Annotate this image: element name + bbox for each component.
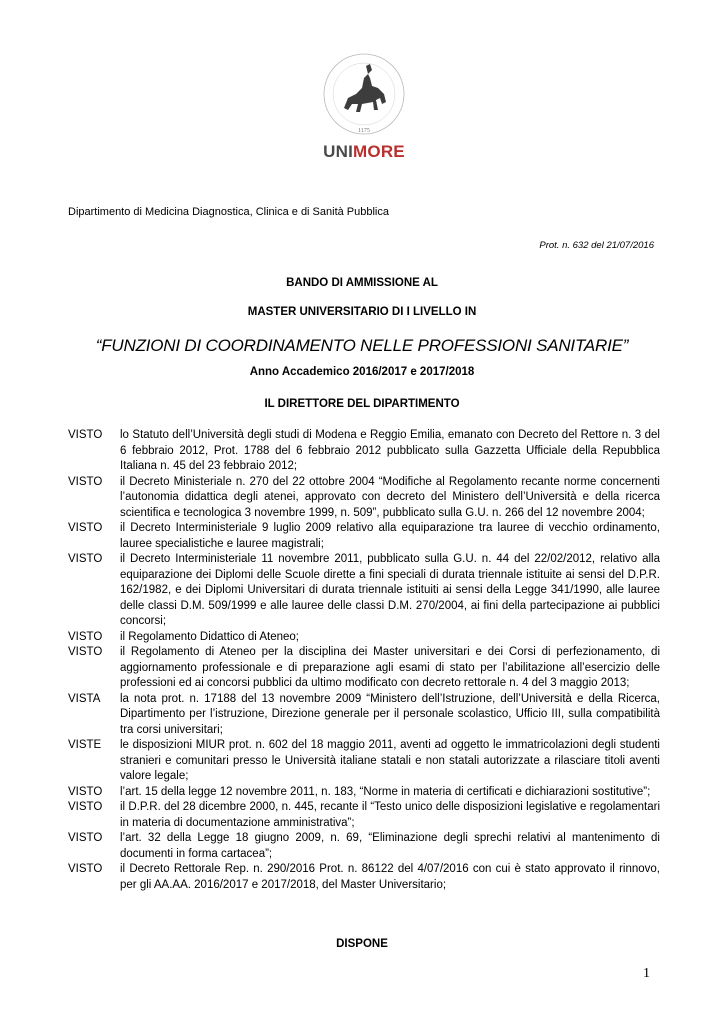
item-text: il Decreto Interministeriale 9 luglio 2009 relativo alla equiparazione tra lauree di vecchio ordinamento, lauree specialistiche e lauree magistrali; bbox=[120, 522, 660, 550]
list-item bbox=[68, 862, 660, 893]
list-item bbox=[68, 645, 660, 692]
heading-bando: BANDO DI AMMISSIONE AL bbox=[286, 277, 438, 289]
page-number: 1 bbox=[643, 966, 650, 981]
list-item bbox=[68, 800, 660, 831]
heading-master: MASTER UNIVERSITARIO DI I LIVELLO IN bbox=[247, 306, 477, 318]
item-text: il Decreto Ministeriale n. 270 del 22 ottobre 2004 “Modifiche al Regolamento recante norme concernenti l’autonomia didattica degli atenei, approvato con decreto del Ministero dell’Università e della ricerca scientifica e tecnologica 3 novembre 1999, n. 509”, pubblicato sulla G.U. n. 266 del 12 novembre 2004; bbox=[120, 475, 660, 519]
list-item bbox=[68, 552, 660, 630]
item-text: il Regolamento Didattico di Ateneo; bbox=[120, 630, 299, 643]
item-text: lo Statuto dell’Università degli studi di Modena e Reggio Emilia, emanato con Decreto del Rettore n. 3 del 6 febbraio 2012, Prot. 1788 del 6 febbraio 2012 pubblicato sulla Gazzetta Ufficiale della Repubblica Italiana n. 45 del 23 febbraio 2012; bbox=[120, 429, 660, 472]
svg-text:1175: 1175 bbox=[358, 128, 370, 134]
item-keyword: VISTO bbox=[68, 429, 103, 441]
master-title: “FUNZIONI DI COORDINAMENTO NELLE PROFESSIONI SANITARIE” bbox=[95, 336, 629, 355]
brand-more: MORE bbox=[353, 142, 405, 161]
list-item bbox=[68, 831, 660, 862]
item-text: il Decreto Interministeriale 11 novembre 2011, pubblicato sulla G.U. n. 44 del 22/02/2012, relativo alla equiparazione dei Diplomi delle Scuole dirette a fini speciali di durata triennale istituite ai sensi del D.P.R. 162/1982, e dei Diplomi Universitari di durata triennale istituiti ai sensi della Legge 341/1990, alle lauree delle classi D.M. 509/1999 e alle lauree delle classi D.M. 270/2004, ai fini della partecipazione ai pubblici concorsi; bbox=[120, 553, 660, 627]
list-item bbox=[68, 785, 660, 801]
list-item bbox=[68, 428, 660, 475]
item-text: il Regolamento di Ateneo per la disciplina dei Master universitari e dei Corsi di perfezionamento, di aggiornamento professionale e di preparazione agli esami di stato per l’abilitazione all’esercizio delle professioni ed ai concorsi pubblici da ultimo modificato con decreto rettorale n. 4 del 3 maggio 2013; bbox=[120, 646, 660, 689]
item-keyword: VISTO bbox=[68, 553, 103, 565]
item-keyword: VISTO bbox=[68, 801, 103, 813]
protocol-number: Prot. n. 632 del 21/07/2016 bbox=[539, 240, 654, 251]
item-text: il Decreto Rettorale Rep. n. 290/2016 Prot. n. 86122 del 4/07/2016 con cui è stato approvato il rinnovo, per gli AA.AA. 2016/2017 e 2017/2018, del Master Universitario; bbox=[120, 863, 660, 891]
item-keyword: VISTE bbox=[68, 739, 102, 751]
item-text: il D.P.R. del 28 dicembre 2000, n. 445, recante il “Testo unico delle disposizioni legislative e regolamentari in materia di documentazione amministrativa”; bbox=[120, 801, 660, 829]
item-keyword: VISTO bbox=[68, 630, 103, 643]
list-item bbox=[68, 738, 660, 785]
heading-director: IL DIRETTORE DEL DIPARTIMENTO bbox=[264, 398, 460, 410]
item-keyword: VISTA bbox=[68, 692, 101, 705]
item-keyword: VISTO bbox=[68, 863, 103, 875]
item-text: l’art. 15 della legge 12 novembre 2011, n. 183, “Norme in materia di certificati e dichiarazioni sostitutive”; bbox=[120, 785, 651, 798]
dispone-heading: DISPONE bbox=[336, 938, 388, 950]
item-keyword: VISTO bbox=[68, 832, 103, 844]
list-item bbox=[68, 521, 660, 552]
item-keyword: VISTO bbox=[68, 785, 103, 798]
brand-uni: UNI bbox=[323, 142, 354, 161]
item-keyword: VISTO bbox=[68, 475, 103, 488]
list-item bbox=[68, 475, 660, 522]
academic-year: Anno Accademico 2016/2017 e 2017/2018 bbox=[249, 366, 475, 378]
item-keyword: VISTO bbox=[68, 646, 103, 658]
department-name: Dipartimento di Medicina Diagnostica, Clinica e di Sanità Pubblica bbox=[68, 206, 389, 218]
item-text: la nota prot. n. 17188 del 13 novembre 2009 “Ministero dell’Istruzione, dell’Università e della Ricerca, Dipartimento per l’istruzione, Direzione generale per il personale scolastico, Ufficio III, sulla compatibilità tra corsi universitari; bbox=[120, 692, 660, 736]
item-text: le disposizioni MIUR prot. n. 602 del 18 maggio 2011, aventi ad oggetto le immatricolazioni degli studenti stranieri e comunitari presso le Università italiane statali e non statali autorizzate a rilasciare titoli aventi valore legale; bbox=[120, 739, 660, 782]
item-text: l’art. 32 della Legge 18 giugno 2009, n. 69, “Eliminazione degli sprechi relativi al mantenimento di documenti in forma cartacea”; bbox=[120, 832, 660, 860]
unimore-wordmark bbox=[318, 142, 410, 162]
premises-list bbox=[68, 428, 660, 893]
list-item bbox=[68, 630, 660, 646]
item-keyword: VISTO bbox=[68, 522, 103, 534]
list-item bbox=[68, 692, 660, 739]
